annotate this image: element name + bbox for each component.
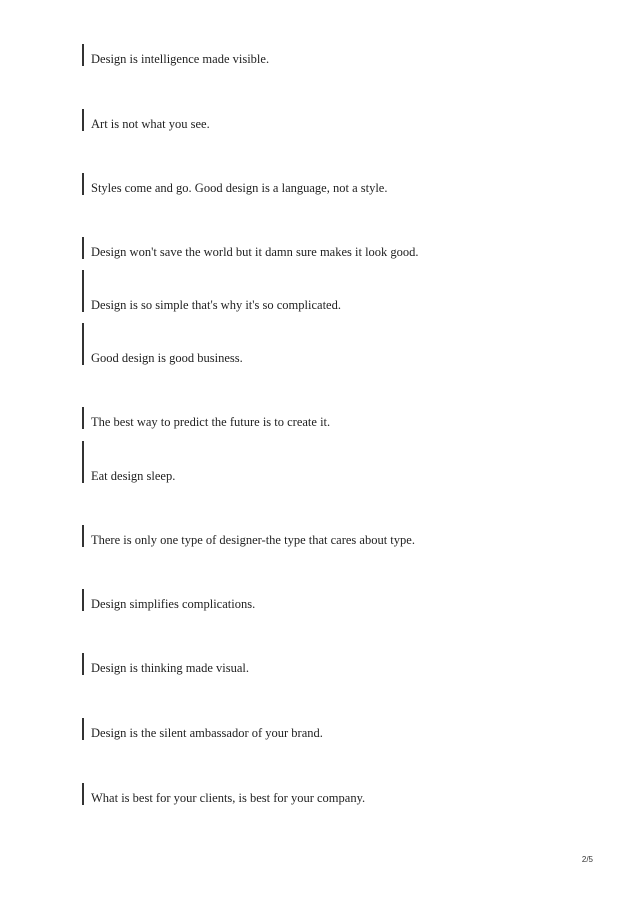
quote-item [82, 718, 323, 740]
quote-text: What is best for your clients, is best for your company. [91, 791, 366, 805]
quote-text: Design is intelligence made visible. [91, 52, 270, 66]
quote-item [82, 270, 341, 312]
quote-item [82, 44, 269, 66]
quote-text: Design is so simple that's why it's so complicated. [91, 298, 341, 312]
quote-item [82, 407, 330, 429]
quote-text: Styles come and go. Good design is a language, not a style. [91, 181, 388, 195]
quote-item [82, 441, 175, 483]
quote-text: Design won't save the world but it damn sure makes it look good. [91, 245, 419, 259]
quote-item [82, 783, 365, 805]
quote-item [82, 525, 415, 547]
page-number: 2/5 [581, 855, 593, 864]
quote-item [82, 323, 243, 365]
quote-text: Eat design sleep. [91, 469, 176, 483]
quote-text: The best way to predict the future is to create it. [91, 415, 331, 429]
quote-text: Design simplifies complications. [91, 597, 256, 611]
quote-text: Good design is good business. [91, 351, 243, 365]
quote-text: There is only one type of designer-the type that cares about type. [91, 533, 415, 547]
quote-text: Design is the silent ambassador of your brand. [91, 726, 323, 740]
quote-item [82, 589, 255, 611]
quote-item [82, 237, 419, 259]
quote-item [82, 109, 210, 131]
quote-item [82, 173, 387, 195]
quote-text: Design is thinking made visual. [91, 661, 249, 675]
quote-text: Art is not what you see. [91, 117, 210, 131]
quote-item [82, 653, 249, 675]
